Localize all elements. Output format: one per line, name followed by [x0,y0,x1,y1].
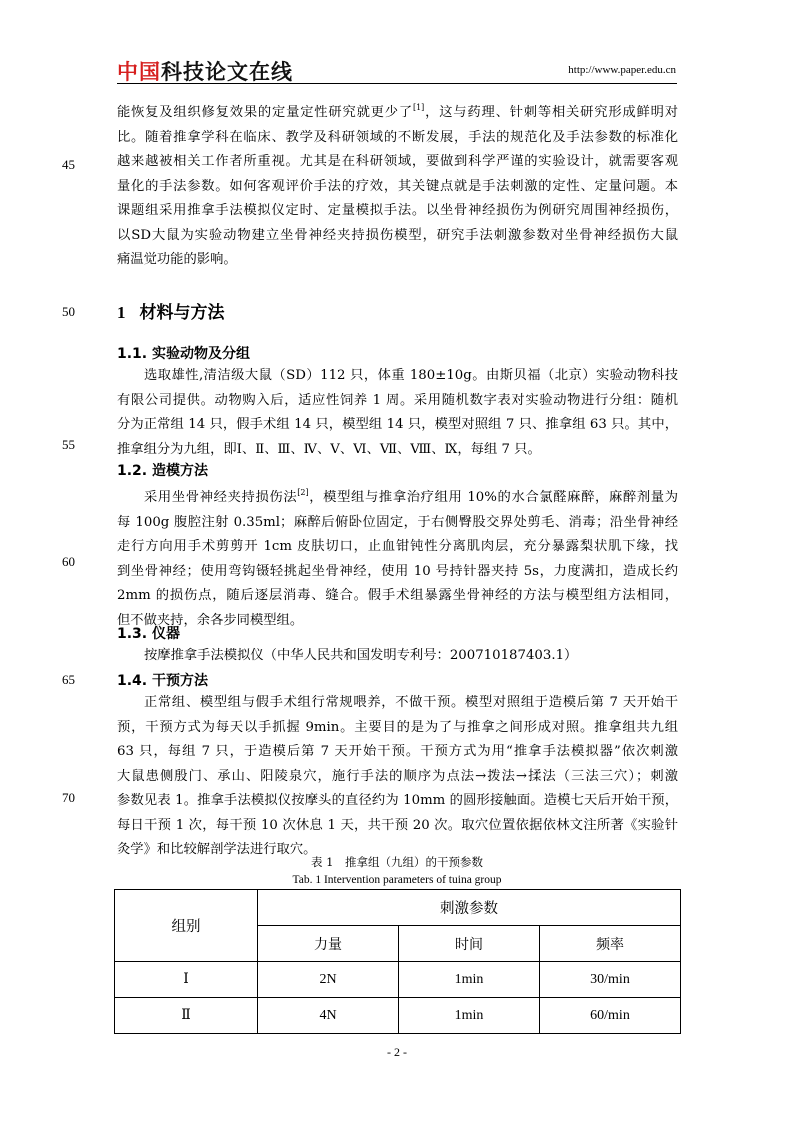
text-line: 按摩推拿手法模拟仪（中华人民共和国发明专利号：200710187403.1） [144,648,578,663]
s14-paragraph [117,691,678,863]
table-cell: Ⅰ [115,962,258,998]
text-line: 每日干预 1 次，每干预 10 次休息 1 天，共干预 20 次。取穴位置依据依林文注所著《实验针 [117,817,678,833]
text-line: 比。随着推拿学科在临床、教学及科研领域的不断发展，手法的规范化及手法参数的标准化 [117,129,678,145]
s13-paragraph [117,644,678,669]
s11-paragraph [117,364,678,462]
header-url: http://www.paper.edu.cn [568,64,676,76]
table-subheader: 力量 [258,926,399,962]
text-line: 采用坐骨神经夹持损伤法[2]，模型组与推拿治疗组用 10%的水合氯醛麻醉，麻醉剂量为 [144,488,678,505]
subsection-heading-1-3: 1.3. 仪器 [117,626,180,642]
table-subheader: 频率 [540,926,681,962]
table-row [115,962,681,998]
table-cell: 2N [258,962,399,998]
citation-ref[interactable]: [1] [412,103,425,112]
text-line: 大鼠患侧殷门、承山、阳陵泉穴，施行手法的顺序为点法→拨法→揉法（三法三穴）；刺激 [117,768,678,784]
table-cell: 4N [258,998,399,1034]
section-number: 1 [117,303,126,322]
text-line: 推拿组分为九组，即Ⅰ、Ⅱ、Ⅲ、Ⅳ、Ⅴ、Ⅵ、Ⅶ、Ⅷ、Ⅸ，每组 7 只。 [117,441,541,457]
citation-ref[interactable]: [2] [297,488,309,497]
logo-red-text: 中国 [117,60,161,84]
line-number: 45 [62,157,75,172]
subsection-heading-1-4: 1.4. 干预方法 [117,673,208,689]
text-line: 2mm 的损伤点，随后逐层消毒、缝合。假手术组暴露坐骨神经的方法与模型组方法相同， [117,588,678,603]
line-number: 50 [62,304,75,319]
intro-paragraph [117,96,678,273]
subsection-heading-1-2: 1.2. 造模方法 [117,463,208,479]
text-line: 有限公司提供。动物购入后，适应性饲养 1 周。采用随机数字表对实验动物进行分组：随机 [117,392,678,408]
line-number: 55 [62,437,75,452]
text-line: 灸学》和比较解剖学法进行取穴。 [117,842,317,857]
table-row [115,998,681,1034]
line-number: 60 [62,554,75,569]
text-line: 课题组采用推拿手法模拟仪定时、定量模拟手法。以坐骨神经损伤为例研究周围神经损伤， [117,203,678,218]
text-line: 63 只，每组 7 只，于造模后第 7 天开始干预。干预方式为用“推拿手法模拟器”依次刺激 [117,744,678,759]
text-line: 以SD大鼠为实验动物建立坐骨神经夹持损伤模型，研究手法刺激参数对坐骨神经损伤大鼠 [117,227,678,243]
table-header-params: 刺激参数 [258,890,681,926]
table-header-group: 组别 [115,890,258,962]
text-line: 但不做夹持，余各步同模型组。 [117,612,304,628]
text-line: 预，干预方式为每天以手抓握 9min。主要目的是为了与推拿之间形成对照。推拿组共九组 [117,719,678,735]
site-logo [117,58,293,86]
text-line: 正常组、模型组与假手术组行常规喂养，不做干预。模型对照组于造模后第 7 天开始干 [144,695,678,710]
table-cell: 30/min [540,962,681,998]
table-caption-cn: 表 1 推拿组（九组）的干预参数 [311,855,483,869]
table-cell: 1min [399,998,540,1034]
table-cell: Ⅱ [115,998,258,1034]
text-line: 痛温觉功能的影响。 [117,252,237,267]
text-line: 到坐骨神经；使用弯钩镊轻挑起坐骨神经，使用 10 号持针器夹持 5s，力度满扣，造成长约 [117,563,678,579]
text-line: 参数见表 1。推拿手法模拟仪按摩头的直径约为 10mm 的圆形接触面。造模七天后开始干预， [117,793,678,808]
table-cell: 60/min [540,998,681,1034]
text-line: 走行方向用手术剪剪开 1cm 皮肤切口，止血钳钝性分离肌肉层，充分暴露梨状肌下缘，找 [117,539,678,554]
text-line: 选取雄性,清洁级大鼠（SD）112 只，体重 180±10g。由斯贝福（北京）实验动物科技 [144,368,678,383]
header-divider [117,83,677,84]
text-line: 每 100g 腹腔注射 0.35ml；麻醉后俯卧位固定，于右侧臀股交界处剪毛、消毒；沿坐骨神经 [117,514,678,530]
text-line: 分为正常组 14 只，假手术组 14 只，模型组 14 只，模型对照组 7 只、推拿组 63 只。其中， [117,417,678,432]
line-number: 65 [62,672,75,687]
subsection-heading-1-1: 1.1. 实验动物及分组 [117,346,250,362]
table-caption-en: Tab. 1 Intervention parameters of tuina group [292,874,502,886]
text-line: 量化的手法参数。如何客观评价手法的疗效，其关键点就是手法刺激的定性、定量问题。本 [117,178,678,194]
page-number: - 2 - [387,1045,407,1059]
logo-black-text: 科技论文在线 [161,60,293,84]
table-subheader: 时间 [399,926,540,962]
table-cell: 1min [399,962,540,998]
section-heading [117,298,225,323]
line-number: 70 [62,790,75,805]
section-title: 材料与方法 [139,303,225,323]
text-line: 能恢复及组织修复效果的定量定性研究就更少了[1]，这与药理、针刺等相关研究形成鲜明对 [117,103,678,120]
text-line: 越来越被相关工作者所重视。尤其是在科研领域，要做到科学严谨的实验设计，就需要客观 [117,154,678,169]
intervention-parameters-table [114,889,681,1034]
s12-paragraph [117,481,678,633]
